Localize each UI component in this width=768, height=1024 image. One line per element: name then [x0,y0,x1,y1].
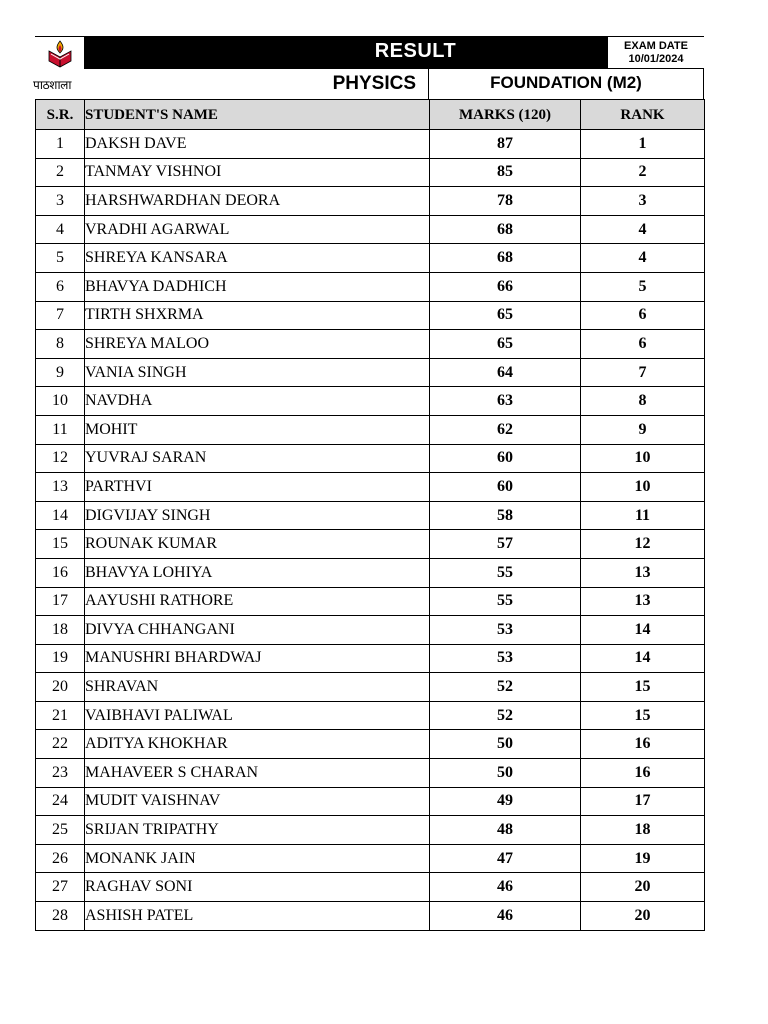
row-rank: 14 [581,644,705,673]
row-student-name: VANIA SINGH [85,358,430,387]
row-student-name: MANUSHRI BHARDWAJ [85,644,430,673]
logo-icon [47,39,73,69]
row-marks: 50 [430,759,581,788]
table-row [36,330,705,359]
row-marks: 52 [430,701,581,730]
table-row [36,415,705,444]
result-title: RESULT [374,40,457,62]
row-rank: 20 [581,873,705,902]
row-rank: 9 [581,415,705,444]
table-row [36,187,705,216]
row-marks: 46 [430,873,581,902]
row-student-name: ROUNAK KUMAR [85,530,430,559]
row-marks: 48 [430,816,581,845]
row-student-name: DAKSH DAVE [85,130,430,159]
table-row [36,215,705,244]
table-row [36,301,705,330]
column-header-marks: MARKS (120) [430,100,581,130]
row-sr: 9 [36,358,85,387]
row-sr: 8 [36,330,85,359]
table-row [36,616,705,645]
row-rank: 12 [581,530,705,559]
row-student-name: MUDIT VAISHNAV [85,787,430,816]
table-row [36,387,705,416]
table-row [36,873,705,902]
row-sr: 6 [36,272,85,301]
row-student-name: NAVDHA [85,387,430,416]
row-marks: 68 [430,215,581,244]
row-sr: 5 [36,244,85,273]
table-row [36,158,705,187]
row-marks: 55 [430,558,581,587]
table-row [36,473,705,502]
table-row [36,673,705,702]
row-marks: 55 [430,587,581,616]
row-marks: 87 [430,130,581,159]
row-marks: 60 [430,444,581,473]
row-rank: 4 [581,244,705,273]
table-row [36,902,705,931]
row-marks: 46 [430,902,581,931]
exam-date-label: EXAM DATE [624,40,688,52]
table-row [36,701,705,730]
row-marks: 47 [430,844,581,873]
row-sr: 22 [36,730,85,759]
row-rank: 16 [581,730,705,759]
row-marks: 85 [430,158,581,187]
row-sr: 16 [36,558,85,587]
subject-row [84,68,703,99]
row-marks: 52 [430,673,581,702]
column-header-rank: RANK [581,100,705,130]
row-marks: 66 [430,272,581,301]
row-rank: 10 [581,473,705,502]
row-student-name: ADITYA KHOKHAR [85,730,430,759]
subject-cell [84,69,429,99]
row-marks: 53 [430,644,581,673]
row-marks: 65 [430,330,581,359]
results-body [36,130,705,931]
row-sr: 19 [36,644,85,673]
row-sr: 4 [36,215,85,244]
row-sr: 21 [36,701,85,730]
row-marks: 60 [430,473,581,502]
row-sr: 14 [36,501,85,530]
row-student-name: MOHIT [85,415,430,444]
row-rank: 6 [581,330,705,359]
results-table [35,99,705,931]
row-marks: 62 [430,415,581,444]
row-rank: 8 [581,387,705,416]
row-student-name: MONANK JAIN [85,844,430,873]
row-sr: 27 [36,873,85,902]
sheet-header [35,36,704,99]
logo [35,37,84,99]
exam-date-box [607,37,704,68]
row-sr: 17 [36,587,85,616]
row-student-name: AAYUSHI RATHORE [85,587,430,616]
table-row [36,587,705,616]
table-row [36,501,705,530]
table-row [36,444,705,473]
row-rank: 4 [581,215,705,244]
logo-wordmark: पाठशाला [33,78,72,92]
column-header-sr: S.R. [36,100,85,130]
row-marks: 78 [430,187,581,216]
table-row [36,558,705,587]
table-row [36,530,705,559]
row-sr: 3 [36,187,85,216]
row-sr: 23 [36,759,85,788]
row-sr: 24 [36,787,85,816]
row-sr: 18 [36,616,85,645]
row-rank: 10 [581,444,705,473]
row-marks: 49 [430,787,581,816]
row-sr: 10 [36,387,85,416]
row-student-name: PARTHVI [85,473,430,502]
result-sheet [35,36,704,931]
row-rank: 6 [581,301,705,330]
row-student-name: SRIJAN TRIPATHY [85,816,430,845]
row-rank: 16 [581,759,705,788]
row-rank: 15 [581,673,705,702]
subject-name: PHYSICS [332,73,416,94]
row-marks: 50 [430,730,581,759]
row-student-name: DIGVIJAY SINGH [85,501,430,530]
row-student-name: BHAVYA DADHICH [85,272,430,301]
table-row [36,730,705,759]
row-student-name: TIRTH SHXRMA [85,301,430,330]
table-row [36,244,705,273]
row-student-name: MAHAVEER S CHARAN [85,759,430,788]
row-rank: 20 [581,902,705,931]
row-student-name: YUVRAJ SARAN [85,444,430,473]
column-header-name: STUDENT'S NAME [85,100,430,130]
row-rank: 11 [581,501,705,530]
row-student-name: DIVYA CHHANGANI [85,616,430,645]
row-student-name: SHREYA KANSARA [85,244,430,273]
row-rank: 18 [581,816,705,845]
row-student-name: SHREYA MALOO [85,330,430,359]
table-row [36,816,705,845]
row-rank: 17 [581,787,705,816]
row-rank: 3 [581,187,705,216]
table-row [36,644,705,673]
row-sr: 20 [36,673,85,702]
row-rank: 19 [581,844,705,873]
row-rank: 15 [581,701,705,730]
row-student-name: RAGHAV SONI [85,873,430,902]
row-student-name: SHRAVAN [85,673,430,702]
row-sr: 1 [36,130,85,159]
batch-cell [429,69,703,99]
row-sr: 15 [36,530,85,559]
row-marks: 63 [430,387,581,416]
row-student-name: BHAVYA LOHIYA [85,558,430,587]
exam-date-value: 10/01/2024 [628,53,684,65]
row-student-name: VRADHI AGARWAL [85,215,430,244]
row-sr: 13 [36,473,85,502]
row-sr: 26 [36,844,85,873]
table-row [36,358,705,387]
row-rank: 13 [581,558,705,587]
row-sr: 28 [36,902,85,931]
row-rank: 7 [581,358,705,387]
row-student-name: ASHISH PATEL [85,902,430,931]
row-marks: 53 [430,616,581,645]
row-student-name: VAIBHAVI PALIWAL [85,701,430,730]
table-row [36,759,705,788]
table-row [36,844,705,873]
row-marks: 68 [430,244,581,273]
row-rank: 2 [581,158,705,187]
result-title-bar [84,37,607,68]
row-marks: 57 [430,530,581,559]
table-header-row [36,100,705,130]
row-student-name: TANMAY VISHNOI [85,158,430,187]
table-row [36,272,705,301]
row-marks: 58 [430,501,581,530]
row-rank: 13 [581,587,705,616]
row-sr: 7 [36,301,85,330]
row-sr: 11 [36,415,85,444]
row-sr: 2 [36,158,85,187]
row-sr: 12 [36,444,85,473]
table-row [36,787,705,816]
batch-name: FOUNDATION (M2) [490,73,642,92]
table-row [36,130,705,159]
row-rank: 14 [581,616,705,645]
row-marks: 65 [430,301,581,330]
row-marks: 64 [430,358,581,387]
row-rank: 5 [581,272,705,301]
row-student-name: HARSHWARDHAN DEORA [85,187,430,216]
row-sr: 25 [36,816,85,845]
row-rank: 1 [581,130,705,159]
